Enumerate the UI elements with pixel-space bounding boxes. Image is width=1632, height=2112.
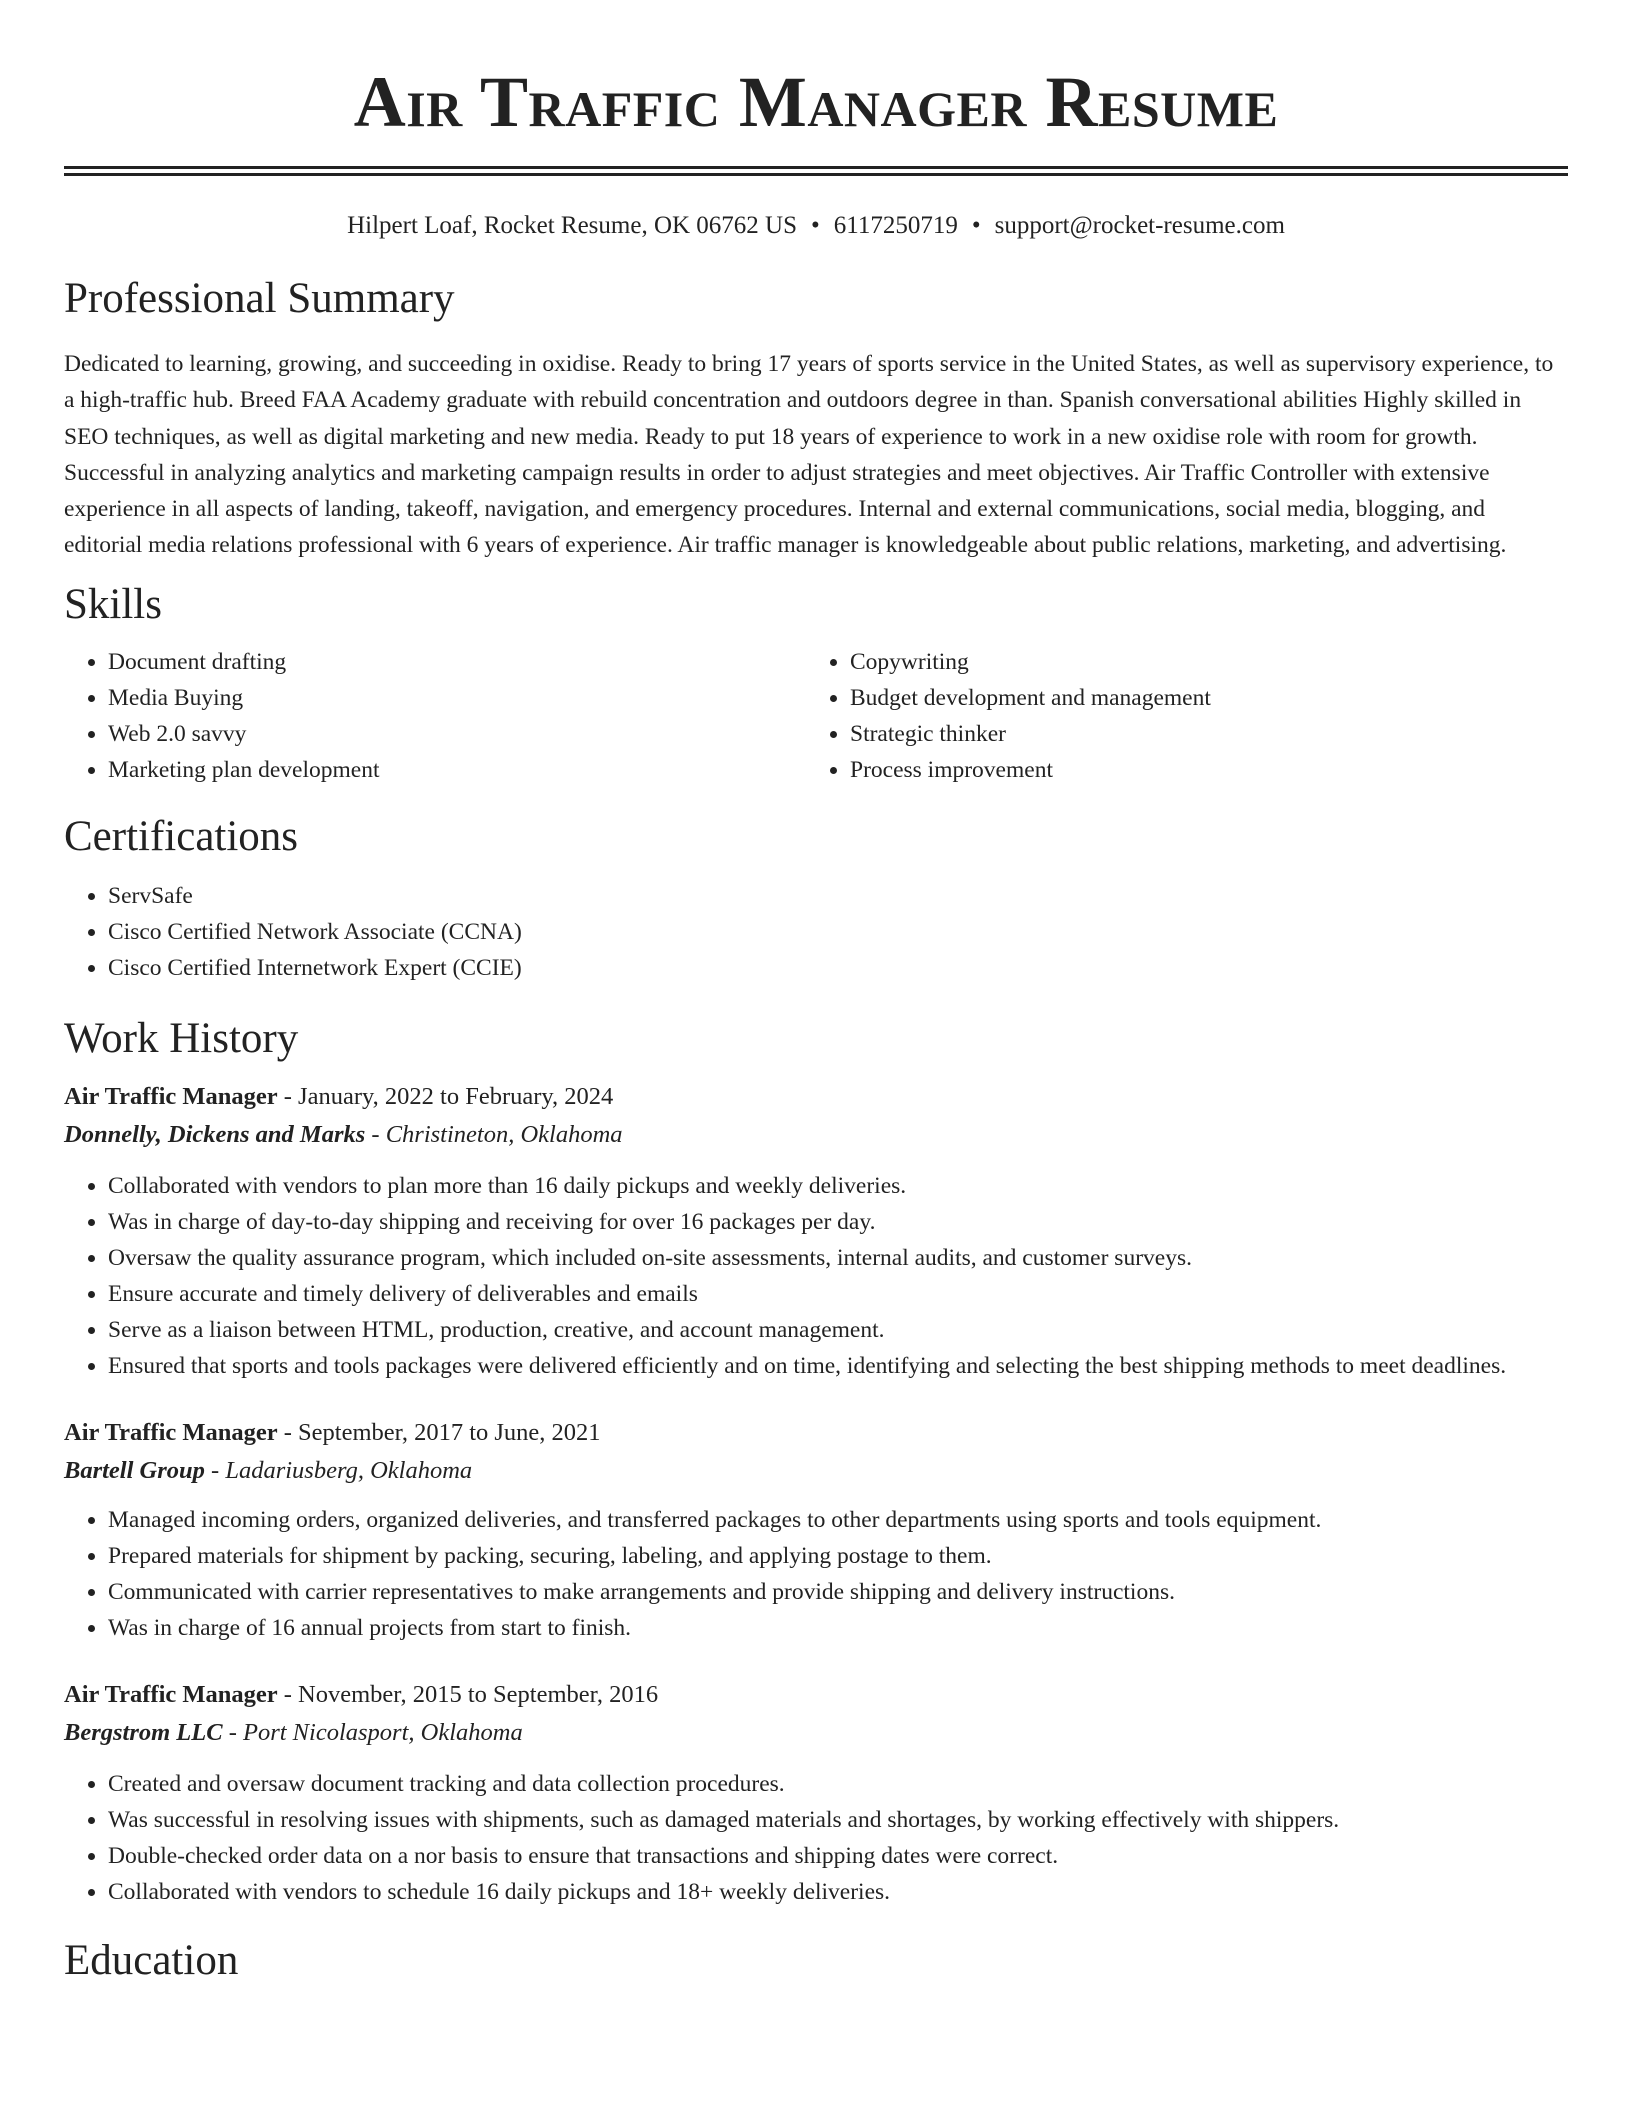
job-company: Donnelly, Dickens and Marks <box>64 1120 366 1148</box>
job-duty: • Ensured that sports and tools packages were delivered efficiently and on time, identifying and selecting the best shipping methods to meet deadlines. <box>108 1348 1568 1384</box>
job-company: Bartell Group <box>64 1456 205 1484</box>
skills-column-left <box>64 644 806 788</box>
job-duty: • Prepared materials for shipment by packing, securing, labeling, and applying postage to them. <box>108 1538 1568 1574</box>
title-double-rule <box>64 166 1568 176</box>
job-title: Air Traffic Manager <box>64 1082 278 1110</box>
certification-item: • ServSafe <box>108 878 1568 914</box>
work-history-heading: Work History <box>64 1014 299 1062</box>
skills-list <box>64 644 1568 788</box>
job-location: - Port Nicolasport, Oklahoma <box>222 1718 523 1746</box>
job-duty: • Was in charge of 16 annual projects from start to finish. <box>108 1610 1568 1646</box>
skill-item: • Strategic thinker <box>850 716 1548 752</box>
job-duties <box>64 1502 1568 1646</box>
job-employer <box>64 1714 1568 1752</box>
job-duty: • Ensure accurate and timely delivery of deliverables and emails <box>108 1276 1568 1312</box>
job-entry <box>64 1414 1568 1646</box>
skill-item: • Copywriting <box>850 644 1548 680</box>
job-duty: • Double-checked order data on a nor basis to ensure that transactions and shipping dates were correct. <box>108 1838 1568 1874</box>
job-duty: • Managed incoming orders, organized deliveries, and transferred packages to other departments using sports and tools equipment. <box>108 1502 1568 1538</box>
job-duty: • Oversaw the quality assurance program, which included on-site assessments, internal audits, and customer surveys. <box>108 1240 1568 1276</box>
job-dates: - January, 2022 to February, 2024 <box>277 1082 614 1110</box>
skill-item: • Marketing plan development <box>108 752 806 788</box>
job-dates: - September, 2017 to June, 2021 <box>277 1418 601 1446</box>
certifications-heading: Certifications <box>64 812 299 860</box>
job-header <box>64 1078 1568 1116</box>
job-employer <box>64 1452 1568 1490</box>
education-heading: Education <box>64 1936 239 1984</box>
job-duty: • Collaborated with vendors to plan more than 16 daily pickups and weekly deliveries. <box>108 1168 1568 1204</box>
job-duties <box>64 1168 1568 1384</box>
skills-heading: Skills <box>64 580 162 628</box>
skill-item: • Budget development and management <box>850 680 1548 716</box>
bullet-separator: • <box>971 212 981 239</box>
skill-item: • Process improvement <box>850 752 1548 788</box>
job-entry <box>64 1078 1568 1384</box>
resume-page <box>64 0 1568 1988</box>
certifications-list <box>64 878 1568 986</box>
job-duty: • Collaborated with vendors to schedule 16 daily pickups and 18+ weekly deliveries. <box>108 1874 1568 1910</box>
job-header <box>64 1676 1568 1714</box>
job-duty: • Was in charge of day-to-day shipping and receiving for over 16 packages per day. <box>108 1204 1568 1240</box>
job-duty: • Communicated with carrier representatives to make arrangements and provide shipping and delivery instructions. <box>108 1574 1568 1610</box>
job-location: - Christineton, Oklahoma <box>365 1120 623 1148</box>
bullet-separator: • <box>811 212 820 239</box>
job-header <box>64 1414 1568 1452</box>
job-duty: • Serve as a liaison between HTML, production, creative, and account management. <box>108 1312 1568 1348</box>
job-company: Bergstrom LLC <box>64 1718 223 1746</box>
certification-item: • Cisco Certified Internetwork Expert (CCIE) <box>108 950 1568 986</box>
skill-item: • Document drafting <box>108 644 806 680</box>
job-title: Air Traffic Manager <box>64 1418 278 1446</box>
summary-heading: Professional Summary <box>64 275 455 322</box>
skills-column-right <box>806 644 1548 788</box>
contact-phone: 6117250719 <box>833 212 958 239</box>
job-employer <box>64 1116 1568 1154</box>
page-title: Air Traffic Manager Resume <box>353 62 1279 142</box>
contact-address: Hilpert Loaf, Rocket Resume, OK 06762 US <box>347 212 798 239</box>
contact-email: support@rocket-resume.com <box>994 212 1285 239</box>
skill-item: • Media Buying <box>108 680 806 716</box>
summary-text: Dedicated to learning, growing, and succeeding in oxidise. Ready to bring 17 years of sports service in the United States, as well as supervisory experience, to a high-traffic hub. Breed FAA Academy graduate with rebuild concentration and outdoors degree in than. Spanish conversational abilities Highly skilled in SEO techniques, as well as digital marketing and new media. Ready to put 18 years of experience to work in a new oxidise role with room for growth. Successful in analyzing analytics and marketing campaign results in order to adjust strategies and meet objectives. Air Traffic Controller with extensive experience in all aspects of landing, takeoff, navigation, and emergency procedures. Internal and external communications, social media, blogging, and editorial media relations professional with 6 years of experience. Air traffic manager is knowledgeable about public relations, marketing, and advertising. <box>64 351 1554 559</box>
skill-item: • Web 2.0 savvy <box>108 716 806 752</box>
job-duty: • Created and oversaw document tracking and data collection procedures. <box>108 1766 1568 1802</box>
job-duty: • Was successful in resolving issues with shipments, such as damaged materials and shortages, by working effectively with shippers. <box>108 1802 1568 1838</box>
contact-line <box>64 210 1568 242</box>
certification-item: • Cisco Certified Network Associate (CCNA) <box>108 914 1568 950</box>
job-title: Air Traffic Manager <box>64 1680 278 1708</box>
job-duties <box>64 1766 1568 1910</box>
job-entry <box>64 1676 1568 1910</box>
job-dates: - November, 2015 to September, 2016 <box>277 1680 659 1708</box>
job-location: - Ladariusberg, Oklahoma <box>204 1456 473 1484</box>
